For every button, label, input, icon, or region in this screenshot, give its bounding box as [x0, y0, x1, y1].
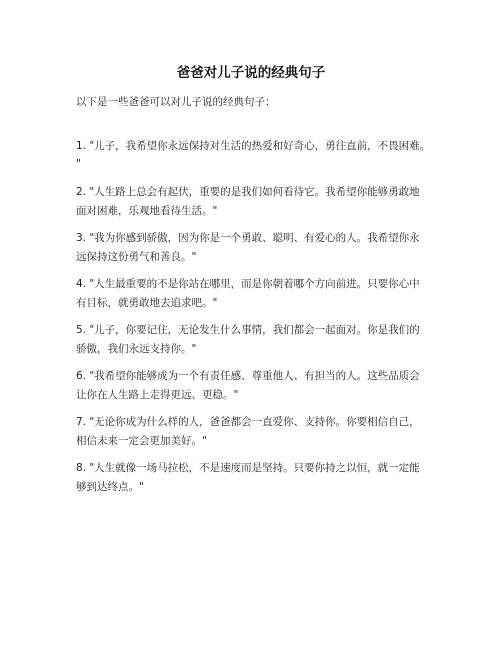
text-line: 2. "人生路上总会有起伏，重要的是我们如何看待它。我希望你能够勇敢地	[76, 186, 420, 198]
text-line: 有目标，就勇敢地去追求吧。"	[76, 297, 218, 309]
text-line: "	[76, 158, 81, 170]
text-line: 骄傲，我们永远支持你。"	[76, 343, 197, 355]
text-line: 1. "儿子，我希望你永远保持对生活的热爱和好奇心，勇往直前，不畏困难。	[76, 140, 431, 152]
page-title: 爸爸对儿子说的经典句子	[176, 65, 326, 81]
text-line: 4. "人生最重要的不是你站在哪里，而是你朝着哪个方向前进。只要你心中	[76, 278, 420, 290]
text-line: 让你在人生路上走得更远、更稳。"	[76, 389, 239, 401]
intro-text: 以下是一些爸爸可以对儿子说的经典句子：	[76, 96, 276, 108]
text-line: 6. "我希望你能够成为一个有责任感、尊重他人、有担当的人。这些品质会	[76, 370, 420, 382]
text-line: 远保持这份勇气和善良。"	[76, 251, 197, 263]
text-line: 7. "无论你成为什么样的人，爸爸都会一直爱你、支持你。你要相信自己，	[76, 416, 420, 428]
text-line: 面对困难，乐观地看待生活。"	[76, 205, 218, 217]
text-line: 相信未来一定会更加美好。"	[76, 435, 207, 447]
text-line: 8. "人生就像一场马拉松，不是速度而是坚持。只要你持之以恒，就一定能	[76, 462, 420, 474]
text-line: 够到达终点。"	[76, 481, 144, 493]
text-line: 5. "儿子，你要记住，无论发生什么事情，我们都会一起面对。你是我们的	[76, 324, 420, 336]
text-line: 3. "我为你感到骄傲，因为你是一个勇敢、聪明、有爱心的人。我希望你永	[76, 232, 420, 244]
